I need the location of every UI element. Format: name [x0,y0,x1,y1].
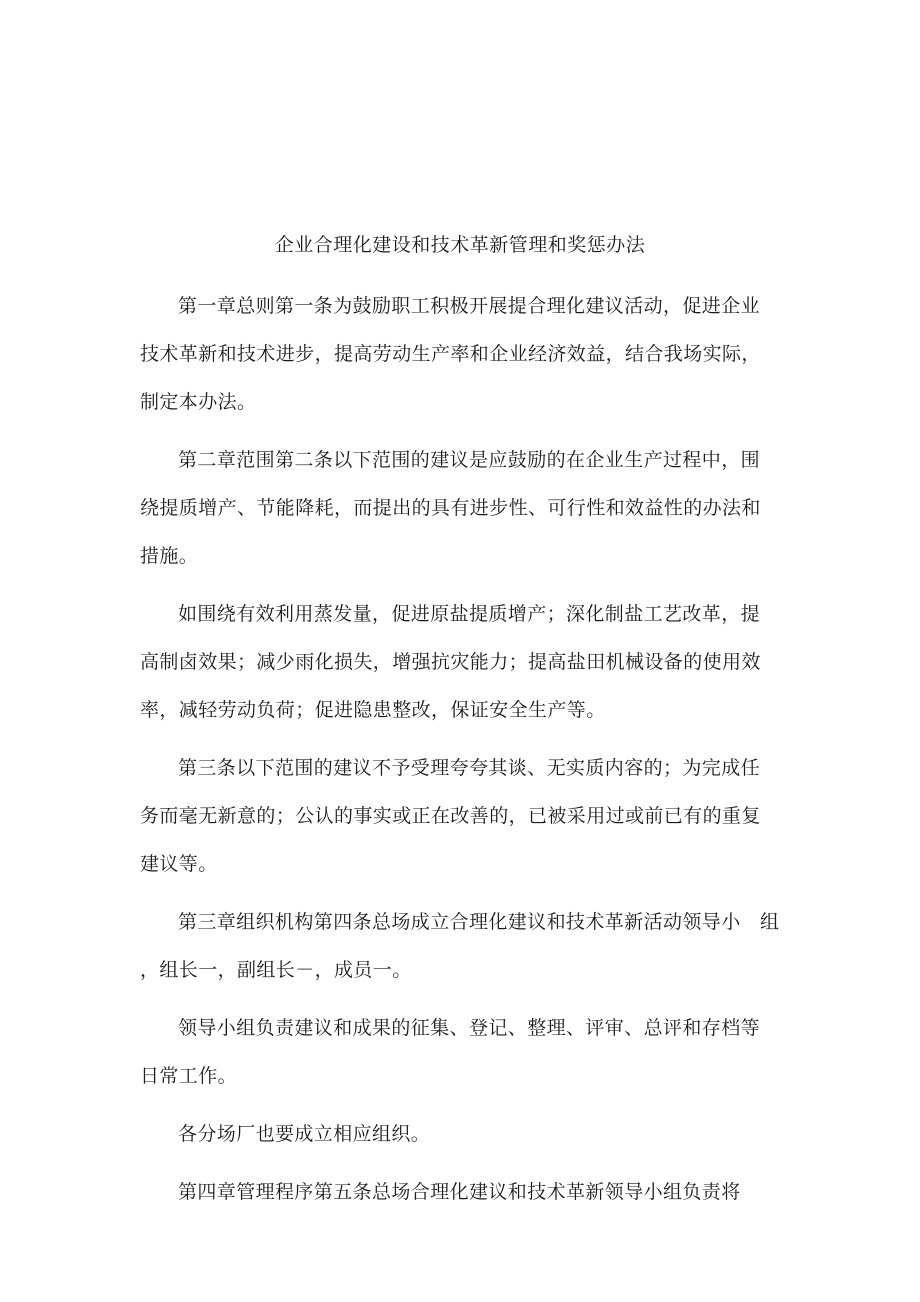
text-line: 技术革新和技术进步，提高劳动生产率和企业经济效益，结合我场实际， [140,343,761,365]
text-line: 如围绕有效利用蒸发量，促进原盐提质增产；深化制盐工艺改革，提 [178,603,761,625]
paragraph-scope-examples [140,590,780,734]
document-title: 企业合理化建设和技术革新管理和奖惩办法 [274,234,646,256]
text-line: 制定本办法。 [140,391,257,413]
text-line: 措施。 [140,545,199,567]
text-line: 务而毫无新意的；公认的事实或正在改善的，已被采用过或前已有的重复 [140,805,761,827]
text-line: 率，减轻劳动负荷；促进隐患整改，保证安全生产等。 [140,699,606,721]
text-line: 第一章总则第一条为鼓励职工积极开展提合理化建议活动，促进企业 [178,295,761,317]
paragraph-chapter-4-procedure [140,1168,780,1216]
text-line: 第三条以下范围的建议不予受理夸夸其谈、无实质内容的；为完成任 [178,757,761,779]
paragraph-branch-organizations [140,1110,780,1158]
text-line: 第二章范围第二条以下范围的建议是应鼓励的在企业生产过程中，围 [178,449,761,471]
text-line: 领导小组负责建议和成果的征集、登记、整理、评审、总评和存档等 [178,1017,761,1039]
paragraph-article-3-exclusions [140,744,780,888]
text-line: 日常工作。 [140,1065,238,1087]
text-line: 第四章管理程序第五条总场合理化建议和技术革新领导小组负责将 [178,1181,741,1203]
document-body [140,282,780,1226]
text-line: 第三章组织机构第四条总场成立合理化建议和技术革新活动领导小 组 [178,911,780,933]
text-line: 绕提质增产、节能降耗，而提出的具有进步性、可行性和效益性的办法和 [140,497,761,519]
text-line: 各分场厂也要成立相应组织。 [178,1123,431,1145]
text-line: 建议等。 [140,853,218,875]
paragraph-chapter-2-scope [140,436,780,580]
paragraph-leadership-duties [140,1004,780,1100]
text-line: 高制卤效果；减少雨化损失，增强抗灾能力；提高盐田机械设备的使用效 [140,651,761,673]
text-line: ，组长一，副组长－，成员一。 [140,959,412,981]
paragraph-chapter-1-general [140,282,780,426]
paragraph-chapter-3-organization [140,898,780,994]
